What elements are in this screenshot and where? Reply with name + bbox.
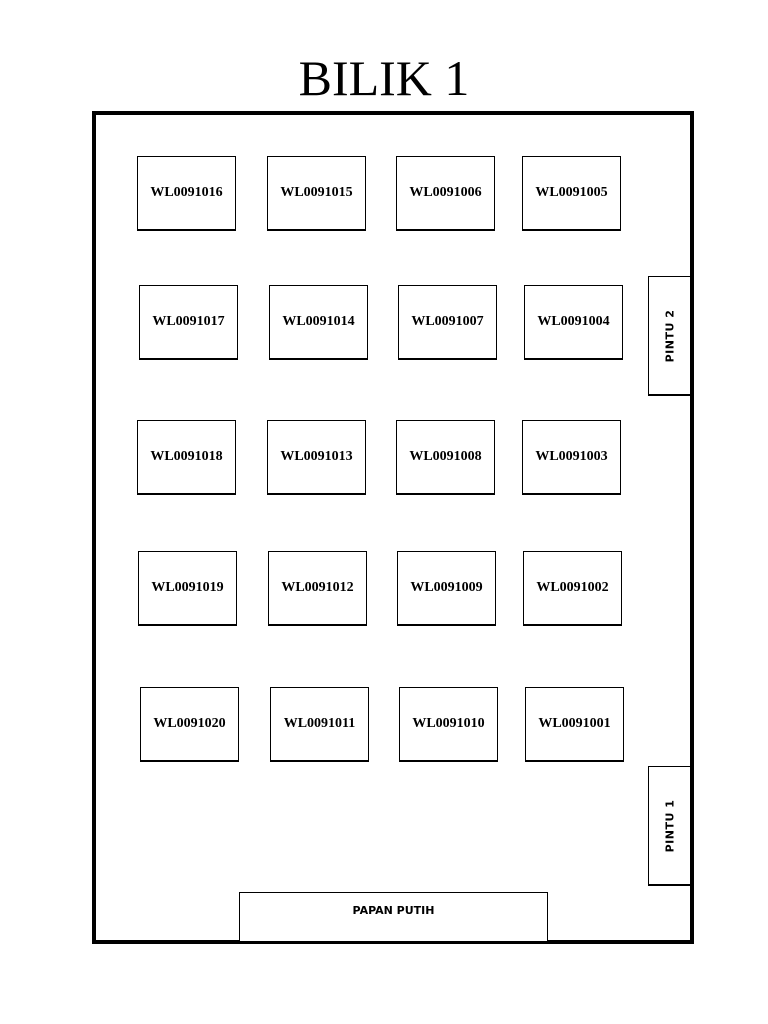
door-1 bbox=[648, 766, 690, 886]
desk: WL0091006 bbox=[396, 156, 495, 231]
desk: WL0091010 bbox=[399, 687, 498, 762]
door-1-label: PINTU 1 bbox=[663, 799, 676, 852]
room-title: BILIK 1 bbox=[298, 50, 470, 106]
desk: WL0091007 bbox=[398, 285, 497, 360]
desk: WL0091005 bbox=[522, 156, 621, 231]
desk: WL0091004 bbox=[524, 285, 623, 360]
desk: WL0091015 bbox=[267, 156, 366, 231]
desk: WL0091012 bbox=[268, 551, 367, 626]
desk: WL0091017 bbox=[139, 285, 238, 360]
desk: WL0091016 bbox=[137, 156, 236, 231]
desk: WL0091013 bbox=[267, 420, 366, 495]
desk: WL0091009 bbox=[397, 551, 496, 626]
desk: WL0091002 bbox=[523, 551, 622, 626]
desk: WL0091008 bbox=[396, 420, 495, 495]
whiteboard bbox=[239, 892, 548, 941]
door-2 bbox=[648, 276, 690, 396]
desk: WL0091001 bbox=[525, 687, 624, 762]
desk: WL0091014 bbox=[269, 285, 368, 360]
whiteboard-label: PAPAN PUTIH bbox=[352, 904, 435, 917]
desk: WL0091011 bbox=[270, 687, 369, 762]
desk: WL0091018 bbox=[137, 420, 236, 495]
room-outline bbox=[92, 111, 694, 944]
desk: WL0091019 bbox=[138, 551, 237, 626]
door-2-label: PINTU 2 bbox=[663, 309, 676, 362]
desk: WL0091003 bbox=[522, 420, 621, 495]
desk: WL0091020 bbox=[140, 687, 239, 762]
